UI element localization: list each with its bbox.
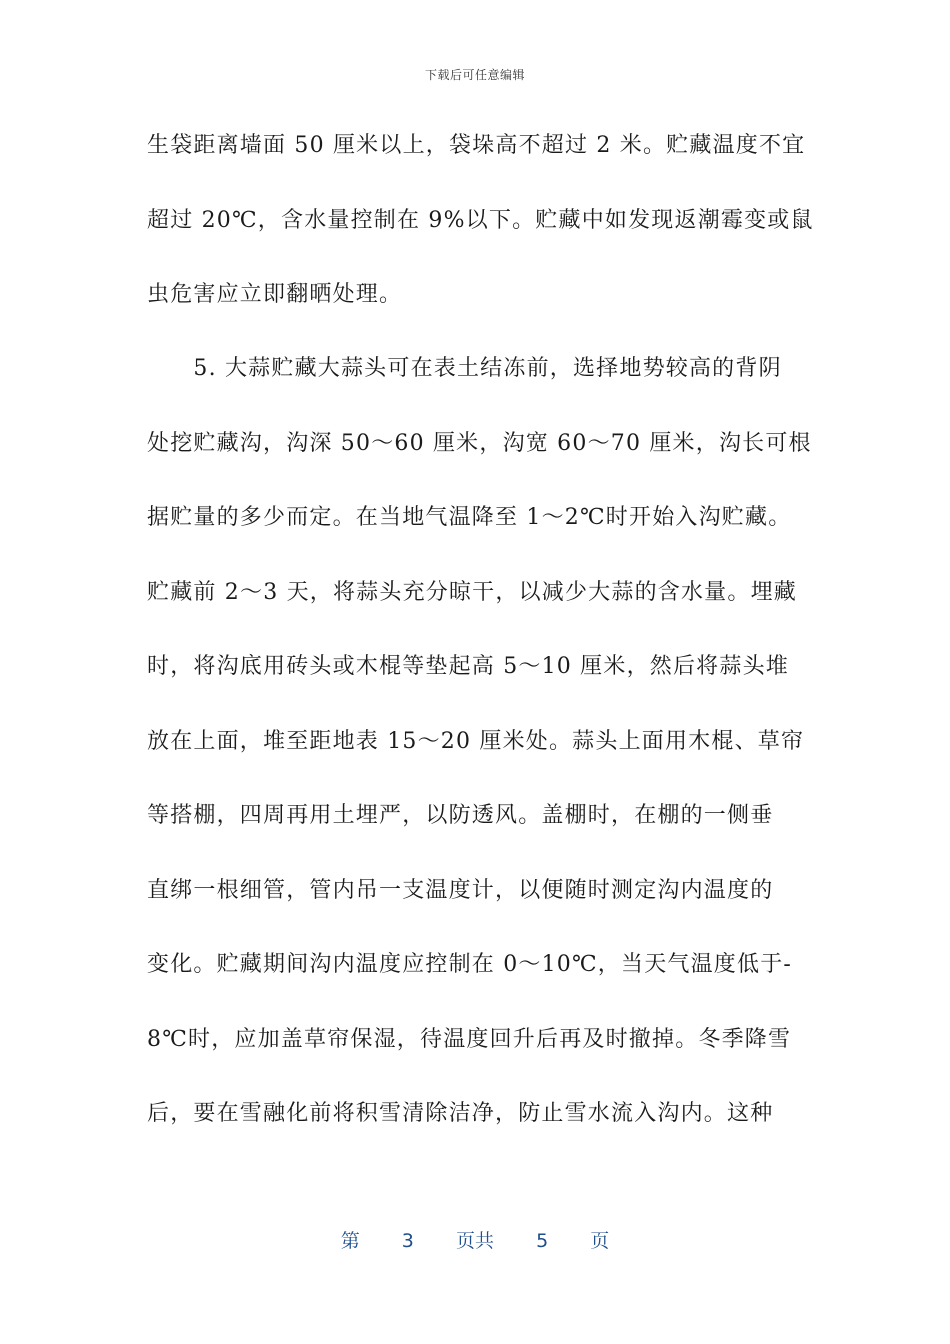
text-line: 后，要在雪融化前将积雪清除洁净，防止雪水流入沟内。这种 bbox=[147, 1101, 774, 1126]
text-line: 贮藏前 2～3 天，将蒜头充分晾干，以减少大蒜的含水量。埋藏 bbox=[147, 580, 797, 605]
text-line: 变化。贮藏期间沟内温度应控制在 0～10℃，当天气温度低于- bbox=[147, 952, 793, 977]
text-line: 放在上面，堆至距地表 15～20 厘米处。蒜头上面用木棍、草帘 bbox=[147, 729, 805, 754]
footer-suffix: 页 bbox=[590, 1230, 610, 1252]
text-line: 等搭棚，四周再用土埋严，以防透风。盖棚时，在棚的一侧垂 bbox=[147, 803, 774, 828]
text-line: 生袋距离墙面 50 厘米以上，袋垛高不超过 2 米。贮藏温度不宜 bbox=[147, 133, 806, 158]
text-line: 直绑一根细管，管内吊一支温度计，以便随时测定沟内温度的 bbox=[147, 878, 774, 903]
page-footer bbox=[0, 1226, 950, 1253]
text-line: 时，将沟底用砖头或木棍等垫起高 5～10 厘米，然后将蒜头堆 bbox=[147, 654, 789, 679]
current-page-number: 3 bbox=[401, 1230, 414, 1252]
footer-prefix: 第 bbox=[340, 1230, 360, 1252]
text-line: 虫危害应立即翻晒处理。 bbox=[147, 282, 403, 307]
page-header: 下载后可任意编辑 bbox=[424, 68, 525, 82]
text-line: 8℃时，应加盖草帘保湿，待温度回升后再及时撤掉。冬季降雪 bbox=[147, 1027, 792, 1052]
text-line: 超过 20℃，含水量控制在 9%以下。贮藏中如发现返潮霉变或鼠 bbox=[147, 208, 814, 233]
footer-middle: 页共 bbox=[455, 1230, 494, 1252]
text-line: 处挖贮藏沟，沟深 50～60 厘米，沟宽 60～70 厘米，沟长可根 bbox=[147, 431, 812, 456]
text-line: 据贮量的多少而定。在当地气温降至 1～2℃时开始入沟贮藏。 bbox=[147, 505, 792, 530]
text-line: 5. 大蒜贮藏大蒜头可在表土结冻前，选择地势较高的背阴 bbox=[147, 356, 782, 381]
total-pages-number: 5 bbox=[536, 1230, 549, 1252]
